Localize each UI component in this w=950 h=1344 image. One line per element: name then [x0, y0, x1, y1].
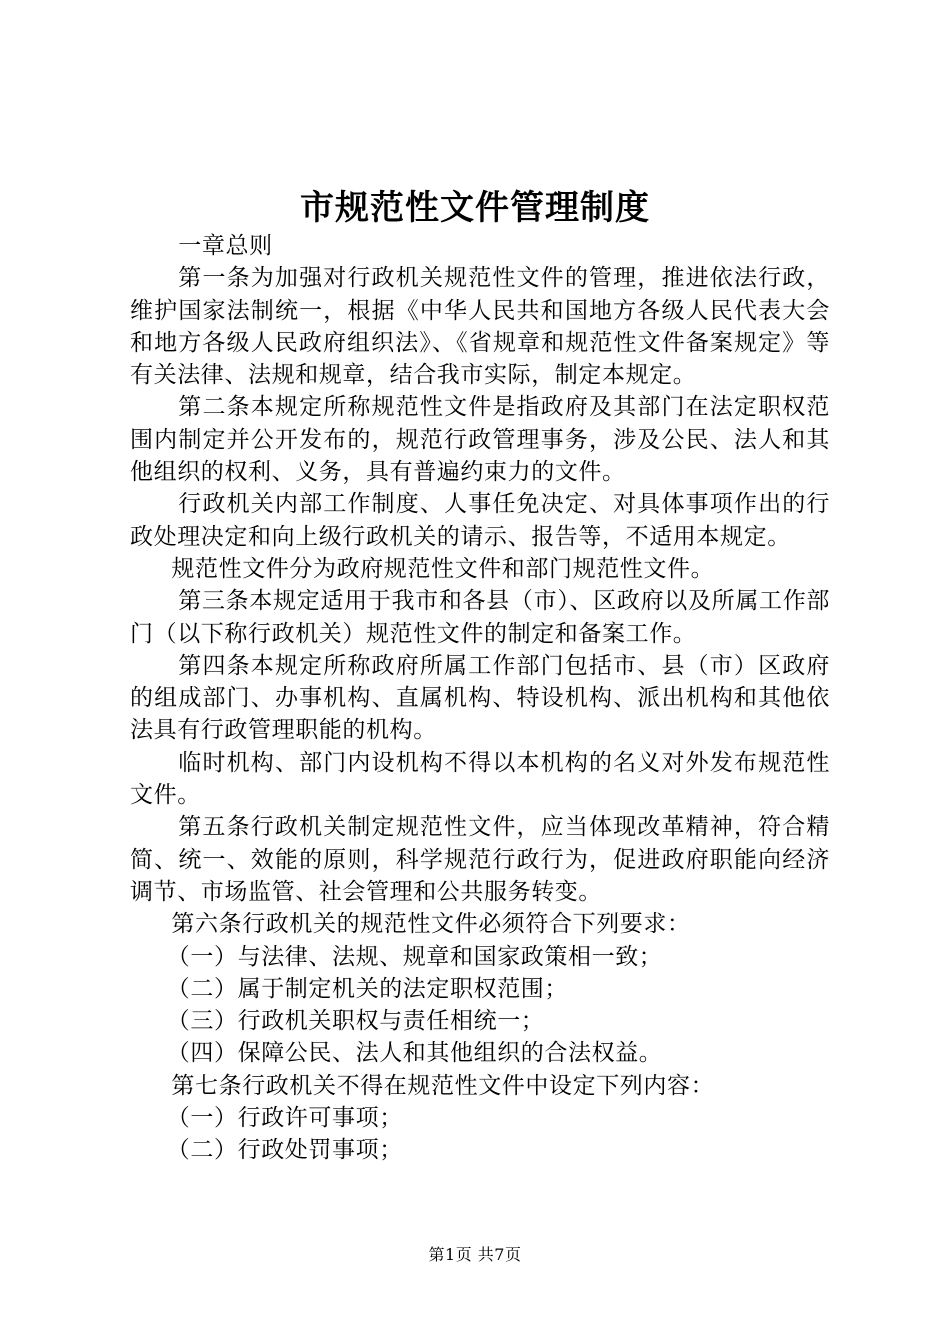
- article-6: 第六条行政机关的规范性文件必须符合下列要求：: [171, 911, 691, 938]
- article-1: 第一条为加强对行政机关规范性文件的管理，推进依法行政，维护国家法制统一，根据《中华人民共和国地方各级人民代表大会和地方各级人民政府组织法》、《省规章和规范性文件备案规定》等有关法律、法规和规章，结合我市实际，制定本规定。: [130, 265, 830, 389]
- article-7-item-1: （一）行政许可事项；: [166, 1105, 403, 1132]
- article-6-item-2: （二）属于制定机关的法定职权范围；: [166, 975, 568, 1002]
- article-2-exclusion: 行政机关内部工作制度、人事任免决定、对具体事项作出的行政处理决定和向上级行政机关的请示、报告等，不适用本规定。: [130, 491, 830, 550]
- chapter-heading: 一章总则: [178, 233, 273, 259]
- article-5: 第五条行政机关制定规范性文件，应当体现改革精神，符合精简、统一、效能的原则，科学规范行政行为，促进政府职能向经济调节、市场监管、社会管理和公共服务转变。: [130, 814, 830, 905]
- document-body: [130, 230, 830, 1167]
- article-2-classification: 规范性文件分为政府规范性文件和部门规范性文件。: [171, 555, 715, 582]
- article-6-item-1: （一）与法律、法规、规章和国家政策相一致；: [166, 943, 663, 970]
- article-4-restriction: 临时机构、部门内设机构不得以本机构的名义对外发布规范性文件。: [130, 749, 830, 809]
- article-4: 第四条本规定所称政府所属工作部门包括市、县（市）区政府的组成部门、办事机构、直属机构、特设机构、派出机构和其他依法具有行政管理职能的机构。: [130, 652, 830, 744]
- document-title: 市规范性文件管理制度: [300, 188, 650, 228]
- article-3: 第三条本规定适用于我市和各县（市）、区政府以及所属工作部门（以下称行政机关）规范性文件的制定和备案工作。: [130, 588, 830, 647]
- article-6-item-4: （四）保障公民、法人和其他组织的合法权益。: [166, 1040, 663, 1067]
- article-6-item-3: （三）行政机关职权与责任相统一；: [166, 1008, 545, 1035]
- article-2: 第二条本规定所称规范性文件是指政府及其部门在法定职权范围内制定并公开发布的，规范行政管理事务，涉及公民、法人和其他组织的权利、义务，具有普遍约束力的文件。: [130, 394, 830, 486]
- article-7: 第七条行政机关不得在规范性文件中设定下列内容：: [171, 1072, 715, 1099]
- article-7-item-2: （二）行政处罚事项；: [166, 1137, 403, 1164]
- page-number: 第1页 共7页: [428, 1245, 522, 1264]
